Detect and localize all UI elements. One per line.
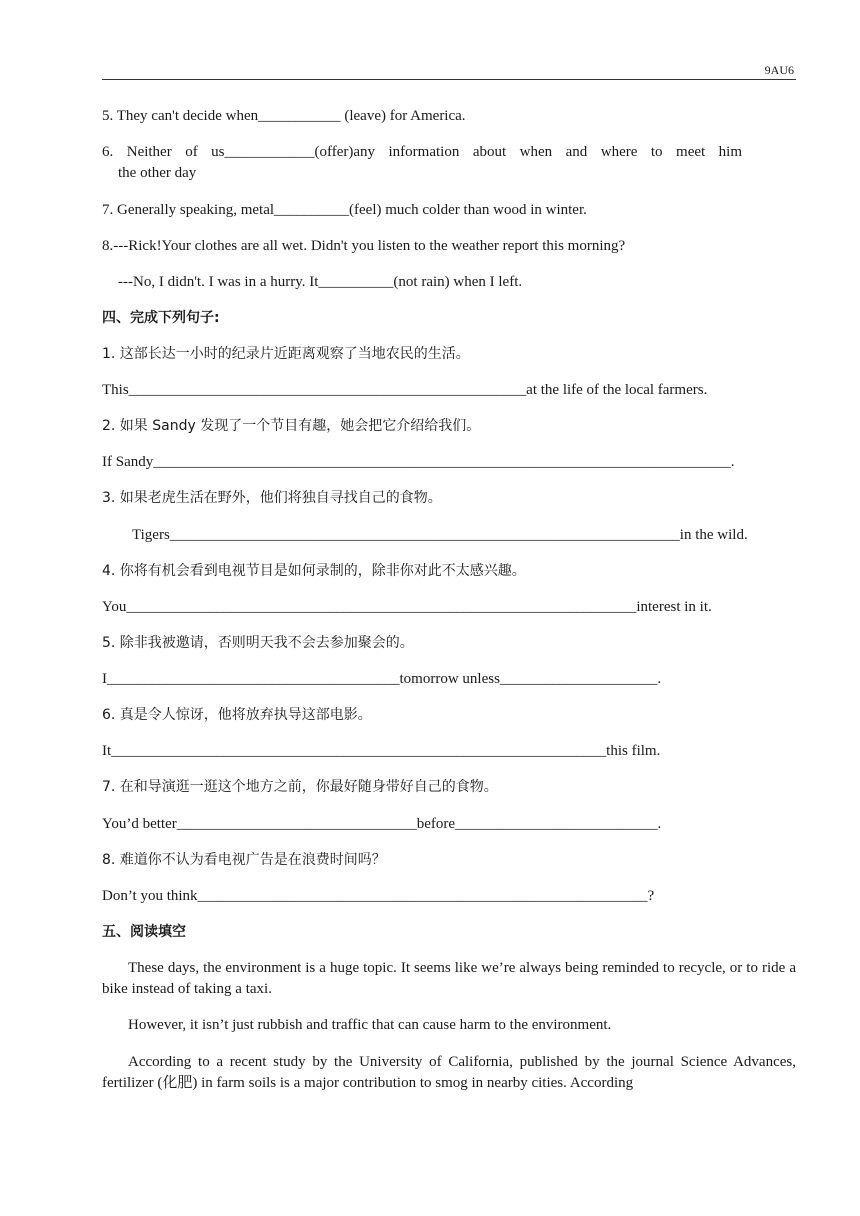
sentence-5-english: I_______________________________________tomorrow unless_____________________.	[102, 671, 662, 687]
section-heading-reading: 五、阅读填空	[102, 924, 186, 940]
reading-paragraph-1-text: These days, the environment is a huge topic. It seems like we’re always being reminded to recycle, or to ride a bike instead of taking a taxi.	[102, 960, 796, 997]
reading-paragraph-2-text: However, it isn’t just rubbish and traffic that can cause harm to the environment.	[128, 1017, 612, 1033]
sentence-3-english: Tigers____________________________________________________________________in the wild.	[132, 527, 748, 543]
sentence-6-english: It__________________________________________________________________this film.	[102, 743, 661, 759]
sentence-4-chinese: 4. 你将有机会看到电视节目是如何录制的，除非你对此不太感兴趣。	[102, 563, 526, 579]
sentence-1-chinese: 1. 这部长达一小时的纪录片近距离观察了当地农民的生活。	[102, 346, 470, 362]
exercise-item-5: 5. They can't decide when___________ (leave) for America.	[102, 108, 466, 124]
sentence-3-chinese: 3. 如果老虎生活在野外，他们将独自寻找自己的食物。	[102, 490, 442, 506]
sentence-2-english: If Sandy_____________________________________________________________________________.	[102, 454, 735, 470]
section-heading-complete-sentences: 四、完成下列句子:	[102, 310, 220, 326]
sentence-8-chinese: 8. 难道你不认为看电视广告是在浪费时间吗？	[102, 852, 386, 868]
sentence-2-chinese: 2. 如果 Sandy 发现了一个节目有趣，她会把它介绍给我们。	[102, 418, 481, 434]
sentence-8-english: Don’t you think____________________________________________________________?	[102, 888, 655, 904]
reading-paragraph-3-text: According to a recent study by the University of California, published by the journal Science Advances, fertilizer (化肥) in farm soils is a major contribution to smog in nearby cities. According	[102, 1054, 796, 1091]
header-rule	[102, 79, 796, 80]
sentence-1-english: This_____________________________________________________at the life of the local farmers.	[102, 382, 708, 398]
exercise-item-7: 7. Generally speaking, metal__________(feel) much colder than wood in winter.	[102, 202, 587, 218]
reading-paragraph-3	[102, 1052, 796, 1094]
exercise-item-6-continuation: the other day	[118, 165, 197, 181]
sentence-6-chinese: 6. 真是令人惊讶，他将放弃执导这部电影。	[102, 707, 372, 723]
sentence-7-english: You’d better________________________________before___________________________.	[102, 816, 662, 832]
exercise-item-6: 6. Neither of us____________(offer)any information about when and where to meet him	[102, 144, 742, 160]
sentence-4-english: You____________________________________________________________________interest in it.	[102, 599, 712, 615]
sentence-7-chinese: 7. 在和导演逛一逛这个地方之前，你最好随身带好自己的食物。	[102, 779, 498, 795]
page-header-label: 9AU6	[764, 63, 794, 77]
exercise-item-8-answer: ---No, I didn't. I was in a hurry. It__________(not rain) when I left.	[118, 274, 523, 290]
reading-paragraph-1	[102, 958, 796, 1000]
exercise-item-8-question: 8.---Rick!Your clothes are all wet. Didn't you listen to the weather report this morning?	[102, 238, 626, 254]
sentence-5-chinese: 5. 除非我被邀请，否则明天我不会去参加聚会的。	[102, 635, 414, 651]
reading-paragraph-2	[102, 1015, 796, 1036]
